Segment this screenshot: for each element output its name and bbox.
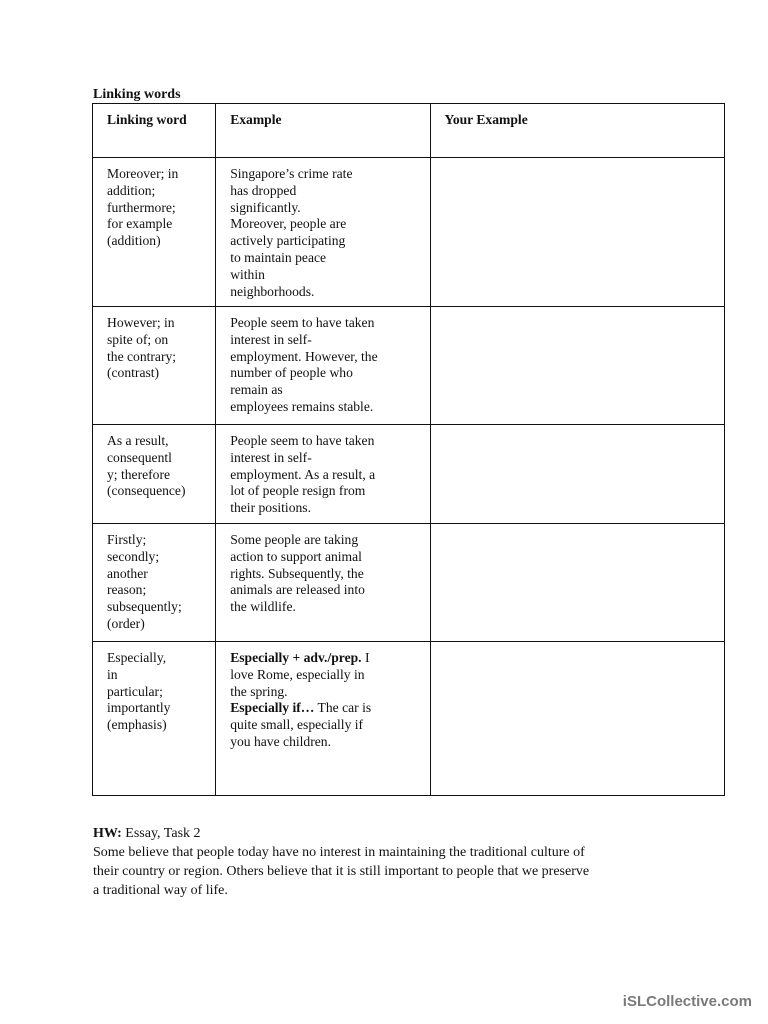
example-text: Moreover, people are <box>230 216 347 232</box>
table-row <box>93 425 725 524</box>
example-line <box>230 433 417 450</box>
example-text: love Rome, especially in <box>230 666 365 682</box>
example-cell <box>216 642 430 796</box>
homework-heading <box>93 824 693 843</box>
linking-word-line: spite of; on <box>107 331 169 347</box>
example-line <box>230 483 417 500</box>
example-text: interest in self- <box>230 331 312 347</box>
your-example-cell[interactable] <box>430 642 724 796</box>
linking-word-line: As a result, <box>107 433 169 448</box>
homework-text-line: a traditional way of life. <box>93 883 228 898</box>
example-text: interest in self- <box>230 449 312 465</box>
homework-section <box>93 824 693 900</box>
example-text: People seem to have taken <box>230 315 375 330</box>
example-text: to maintain peace <box>230 249 327 265</box>
example-text: quite small, especially if <box>230 717 364 733</box>
linking-word-line: (emphasis) <box>107 717 167 733</box>
linking-word-line: However; in <box>107 315 175 330</box>
linking-word-content <box>93 425 215 500</box>
your-example-content[interactable] <box>431 425 724 433</box>
example-line <box>230 667 417 684</box>
linking-word-cell <box>93 158 216 307</box>
homework-task: Essay, Task 2 <box>121 826 201 841</box>
linking-word-line: Firstly; <box>107 532 147 547</box>
linking-word-line: (contrast) <box>107 365 160 381</box>
example-text: action to support animal <box>230 548 362 564</box>
example-line <box>230 365 417 382</box>
header-label: Linking word <box>107 112 187 127</box>
example-text: I <box>361 650 370 665</box>
your-example-cell[interactable] <box>430 524 724 642</box>
example-text: remain as <box>230 382 283 398</box>
linking-word-content <box>93 158 215 250</box>
example-line <box>230 549 417 566</box>
example-text: employment. As a result, a <box>230 466 376 482</box>
header-your-example <box>430 104 724 158</box>
linking-word-line: furthermore; <box>107 199 176 215</box>
example-text: rights. Subsequently, the <box>230 565 364 581</box>
linking-word-content <box>93 524 215 633</box>
header-label: Example <box>230 112 282 127</box>
example-content <box>216 642 429 751</box>
example-line <box>230 399 417 416</box>
your-example-content[interactable] <box>431 524 724 532</box>
example-line <box>230 717 417 734</box>
example-line <box>230 450 417 467</box>
linking-word-line: (order) <box>107 615 145 631</box>
example-line <box>230 284 417 301</box>
linking-word-line: subsequently; <box>107 599 182 615</box>
your-example-content[interactable] <box>431 158 724 166</box>
example-line <box>230 233 417 250</box>
linking-word-cell <box>93 425 216 524</box>
your-example-cell[interactable] <box>430 425 724 524</box>
example-line <box>230 566 417 583</box>
example-line <box>230 267 417 284</box>
example-text: The car is <box>314 700 372 716</box>
linking-word-line: (consequence) <box>107 483 186 499</box>
linking-word-line: the contrary; <box>107 348 177 364</box>
example-text: number of people who <box>230 365 353 381</box>
example-line <box>230 700 417 717</box>
example-line <box>230 599 417 616</box>
table-header-row <box>93 104 725 158</box>
linking-word-content <box>93 642 215 734</box>
example-cell <box>216 158 430 307</box>
linking-word-content <box>93 307 215 382</box>
linking-word-line: particular; <box>107 683 163 699</box>
example-text: employees remains stable. <box>230 398 374 414</box>
example-content <box>216 425 429 517</box>
page-title: Linking words <box>93 87 181 102</box>
example-text: within <box>230 266 265 282</box>
table-row <box>93 524 725 642</box>
example-bold-text: Especially if… <box>230 700 315 716</box>
linking-word-line: reason; <box>107 582 147 598</box>
linking-word-line: Moreover; in <box>107 166 179 181</box>
linking-words-table-wrapper <box>92 103 725 796</box>
linking-words-table <box>92 103 725 796</box>
example-text: has dropped <box>230 182 297 198</box>
example-content <box>216 307 429 416</box>
your-example-cell[interactable] <box>430 307 724 425</box>
linking-word-cell <box>93 307 216 425</box>
example-cell <box>216 307 430 425</box>
linking-word-line: secondly; <box>107 548 160 564</box>
linking-word-line: y; therefore <box>107 466 171 482</box>
example-line <box>230 166 417 183</box>
example-line <box>230 200 417 217</box>
example-text: the wildlife. <box>230 599 296 615</box>
watermark: iSLCollective.com <box>622 993 752 1010</box>
example-text: you have children. <box>230 733 331 749</box>
example-line <box>230 500 417 517</box>
example-text: significantly. <box>230 199 301 215</box>
example-content <box>216 524 429 616</box>
table-row <box>93 307 725 425</box>
your-example-content[interactable] <box>431 307 724 315</box>
example-line <box>230 532 417 549</box>
header-example <box>216 104 430 158</box>
linking-word-cell <box>93 642 216 796</box>
table-row <box>93 158 725 307</box>
example-content <box>216 158 429 300</box>
example-text: lot of people resign from <box>230 483 366 499</box>
example-line <box>230 582 417 599</box>
example-line <box>230 183 417 200</box>
homework-text-line: Some believe that people today have no interest in maintaining the traditional culture of <box>93 845 585 860</box>
example-text: employment. However, the <box>230 348 378 364</box>
example-cell <box>216 524 430 642</box>
linking-word-line: Especially, <box>107 650 167 665</box>
linking-word-line: (addition) <box>107 233 161 249</box>
example-text: neighborhoods. <box>230 283 315 299</box>
example-text: the spring. <box>230 683 288 699</box>
example-line <box>230 332 417 349</box>
linking-word-line: for example <box>107 216 173 232</box>
example-line <box>230 216 417 233</box>
example-line <box>230 684 417 701</box>
header-label: Your Example <box>444 112 528 127</box>
example-text: People seem to have taken <box>230 433 375 448</box>
example-line <box>230 734 417 751</box>
example-line <box>230 250 417 267</box>
example-line <box>230 650 417 667</box>
example-text: Singapore’s crime rate <box>230 166 353 181</box>
example-line <box>230 467 417 484</box>
example-line <box>230 349 417 366</box>
homework-label: HW: <box>93 826 122 841</box>
table-body <box>93 158 725 796</box>
example-text: animals are released into <box>230 582 365 598</box>
header-linking-word <box>93 104 216 158</box>
linking-word-cell <box>93 524 216 642</box>
table-row <box>93 642 725 796</box>
linking-word-line: addition; <box>107 182 156 198</box>
homework-text-line: their country or region. Others believe that it is still important to people that we preserve <box>93 864 590 879</box>
your-example-cell[interactable] <box>430 158 724 307</box>
linking-word-line: in <box>107 666 118 682</box>
example-text: their positions. <box>230 500 311 516</box>
example-text: Some people are taking <box>230 532 359 547</box>
linking-word-line: importantly <box>107 700 171 716</box>
your-example-content[interactable] <box>431 642 724 650</box>
example-line <box>230 315 417 332</box>
example-text: actively participating <box>230 233 346 249</box>
example-cell <box>216 425 430 524</box>
example-bold-text: Especially + adv./prep. <box>230 650 362 665</box>
linking-word-line: another <box>107 565 148 581</box>
example-line <box>230 382 417 399</box>
linking-word-line: consequentl <box>107 449 172 465</box>
